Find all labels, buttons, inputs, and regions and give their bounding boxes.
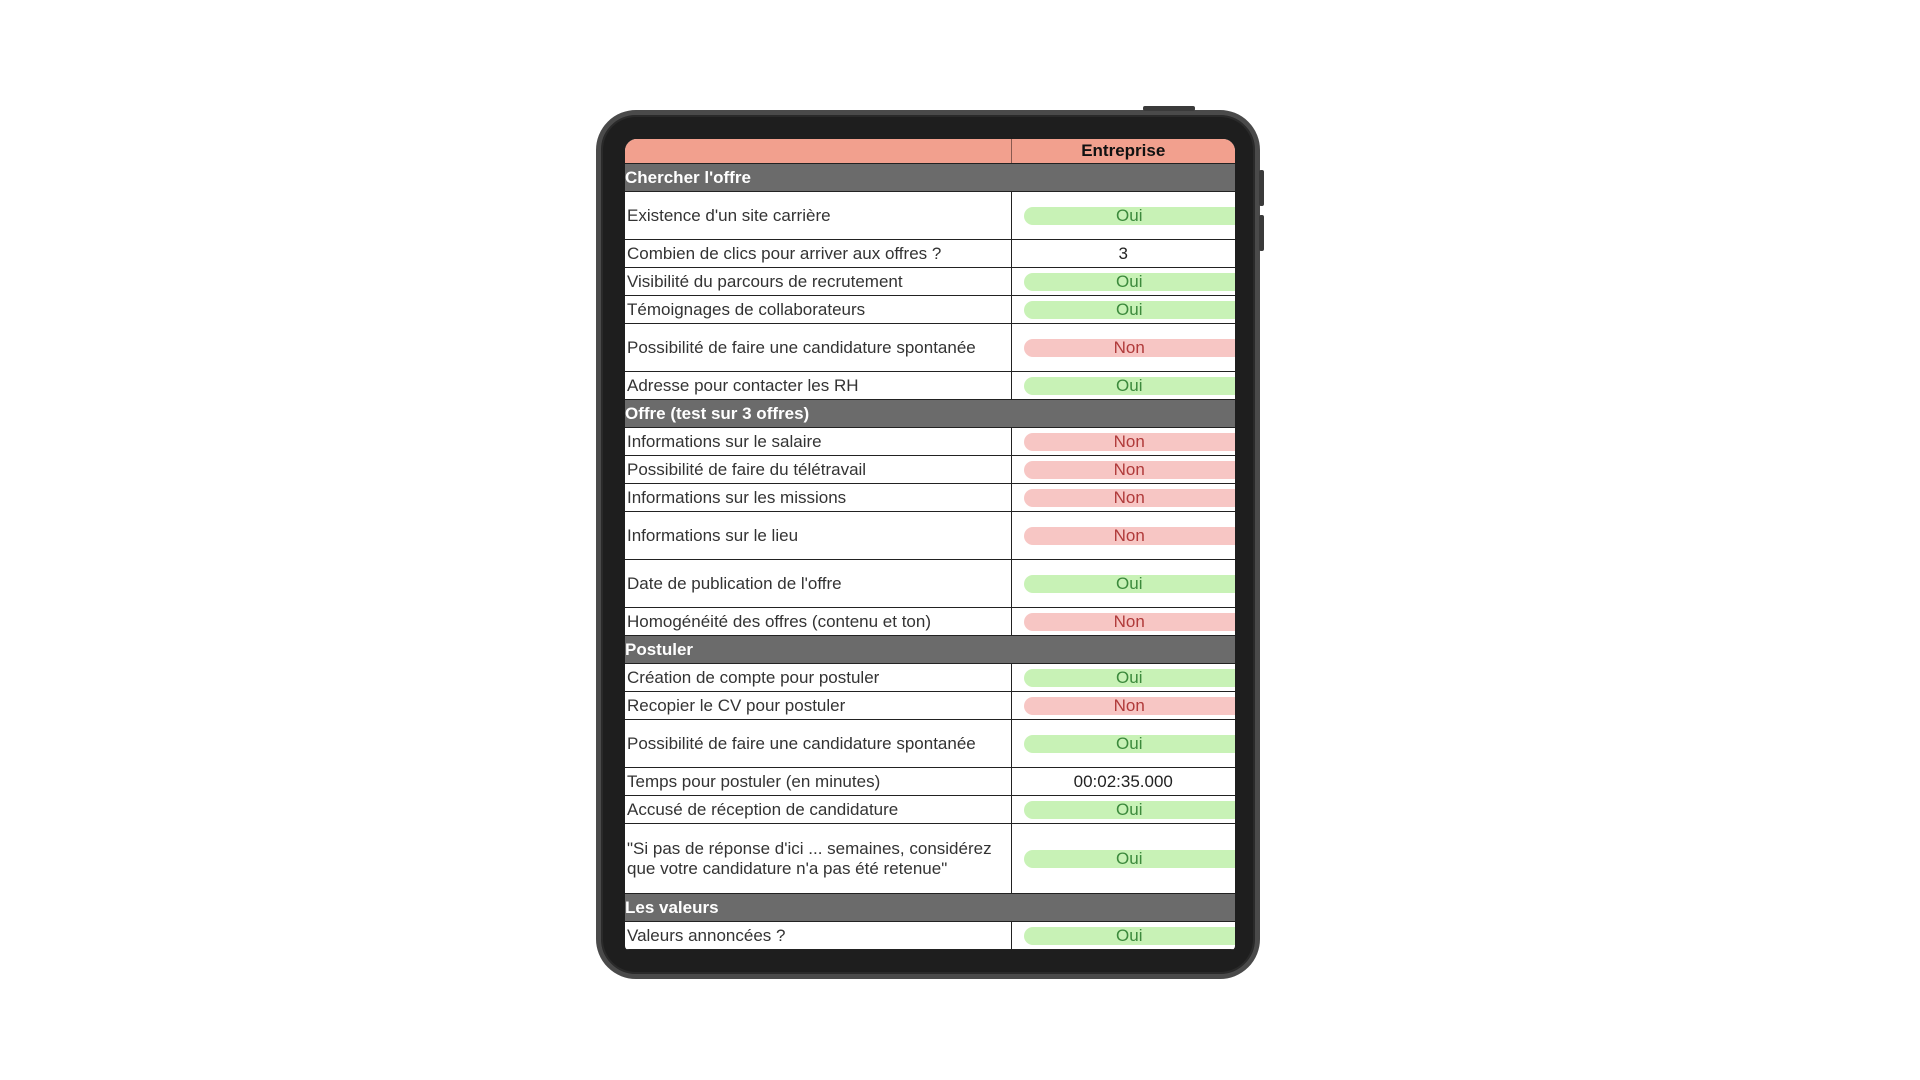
table-row	[625, 240, 1235, 268]
criterion-value-cell	[1011, 824, 1235, 894]
table-row	[625, 268, 1235, 296]
section-row	[625, 400, 1235, 428]
criterion-value-cell	[1011, 484, 1235, 512]
yes-badge: Oui	[1024, 735, 1236, 753]
table-header-row	[625, 139, 1235, 164]
criterion-label: Homogénéité des offres (contenu et ton)	[625, 608, 1011, 636]
criterion-label: Informations sur le lieu	[625, 512, 1011, 560]
yes-badge: Oui	[1024, 575, 1236, 593]
table-row	[625, 664, 1235, 692]
criterion-label: Création de compte pour postuler	[625, 664, 1011, 692]
criterion-value-cell	[1011, 240, 1235, 268]
criterion-value-cell	[1011, 512, 1235, 560]
criterion-value-cell	[1011, 664, 1235, 692]
table-row	[625, 922, 1235, 950]
criterion-value-cell	[1011, 768, 1235, 796]
tablet-frame	[596, 110, 1260, 979]
criterion-label: Informations sur le salaire	[625, 428, 1011, 456]
criterion-label: Existence d'un site carrière	[625, 192, 1011, 240]
tablet-screen	[625, 139, 1235, 950]
section-title: Postuler	[625, 636, 1235, 664]
criterion-value-cell	[1011, 372, 1235, 400]
table-row	[625, 560, 1235, 608]
yes-badge: Oui	[1024, 377, 1236, 395]
criterion-value-cell	[1011, 296, 1235, 324]
table-row	[625, 324, 1235, 372]
table-row	[625, 796, 1235, 824]
criterion-label: Possibilité de faire une candidature spontanée	[625, 720, 1011, 768]
criterion-label: Visibilité du parcours de recrutement	[625, 268, 1011, 296]
yes-badge: Oui	[1024, 273, 1236, 291]
yes-badge: Oui	[1024, 301, 1236, 319]
no-badge: Non	[1024, 433, 1236, 451]
criterion-value-cell	[1011, 922, 1235, 950]
criterion-label: Témoignages de collaborateurs	[625, 296, 1011, 324]
table-row	[625, 768, 1235, 796]
header-company-cell: Entreprise	[1011, 139, 1235, 164]
header-empty-cell	[625, 139, 1011, 164]
yes-badge: Oui	[1024, 669, 1236, 687]
tablet-volume-up-button	[1259, 170, 1264, 206]
table-row	[625, 296, 1235, 324]
criterion-label: Recopier le CV pour postuler	[625, 692, 1011, 720]
table-row	[625, 484, 1235, 512]
criterion-value-cell	[1011, 456, 1235, 484]
section-title: Chercher l'offre	[625, 164, 1235, 192]
no-badge: Non	[1024, 697, 1236, 715]
no-badge: Non	[1024, 339, 1236, 357]
table-row	[625, 608, 1235, 636]
section-row	[625, 636, 1235, 664]
criterion-label: Possibilité de faire une candidature spontanée	[625, 324, 1011, 372]
criterion-label: Date de publication de l'offre	[625, 560, 1011, 608]
section-title: Offre (test sur 3 offres)	[625, 400, 1235, 428]
no-badge: Non	[1024, 527, 1236, 545]
no-badge: Non	[1024, 489, 1236, 507]
value-text: 3	[1118, 243, 1128, 263]
table-row	[625, 456, 1235, 484]
criterion-value-cell	[1011, 720, 1235, 768]
table-row	[625, 692, 1235, 720]
no-badge: Non	[1024, 613, 1236, 631]
criterion-label: Accusé de réception de candidature	[625, 796, 1011, 824]
section-row	[625, 894, 1235, 922]
table-row	[625, 428, 1235, 456]
table-row	[625, 824, 1235, 894]
yes-badge: Oui	[1024, 801, 1236, 819]
criterion-value-cell	[1011, 428, 1235, 456]
comparison-table	[625, 139, 1235, 950]
criterion-value-cell	[1011, 608, 1235, 636]
no-badge: Non	[1024, 461, 1236, 479]
criterion-value-cell	[1011, 692, 1235, 720]
table-row	[625, 512, 1235, 560]
criterion-value-cell	[1011, 796, 1235, 824]
yes-badge: Oui	[1024, 850, 1236, 868]
criterion-label: Valeurs annoncées ?	[625, 922, 1011, 950]
criterion-label: Informations sur les missions	[625, 484, 1011, 512]
table-row	[625, 192, 1235, 240]
criterion-value-cell	[1011, 192, 1235, 240]
tablet-volume-down-button	[1259, 215, 1264, 251]
criterion-value-cell	[1011, 324, 1235, 372]
table-row	[625, 372, 1235, 400]
criterion-value-cell	[1011, 560, 1235, 608]
section-row	[625, 164, 1235, 192]
value-text: 00:02:35.000	[1073, 771, 1173, 791]
criterion-label: Possibilité de faire du télétravail	[625, 456, 1011, 484]
section-title: Les valeurs	[625, 894, 1235, 922]
tablet-power-button	[1143, 106, 1195, 111]
criterion-value-cell	[1011, 268, 1235, 296]
table-row	[625, 720, 1235, 768]
table-body	[625, 164, 1235, 950]
criterion-label: Temps pour postuler (en minutes)	[625, 768, 1011, 796]
criterion-label: "Si pas de réponse d'ici ... semaines, considérez que votre candidature n'a pas été retenue"	[625, 824, 1011, 894]
yes-badge: Oui	[1024, 927, 1236, 945]
criterion-label: Combien de clics pour arriver aux offres ?	[625, 240, 1011, 268]
criterion-label: Adresse pour contacter les RH	[625, 372, 1011, 400]
yes-badge: Oui	[1024, 207, 1236, 225]
